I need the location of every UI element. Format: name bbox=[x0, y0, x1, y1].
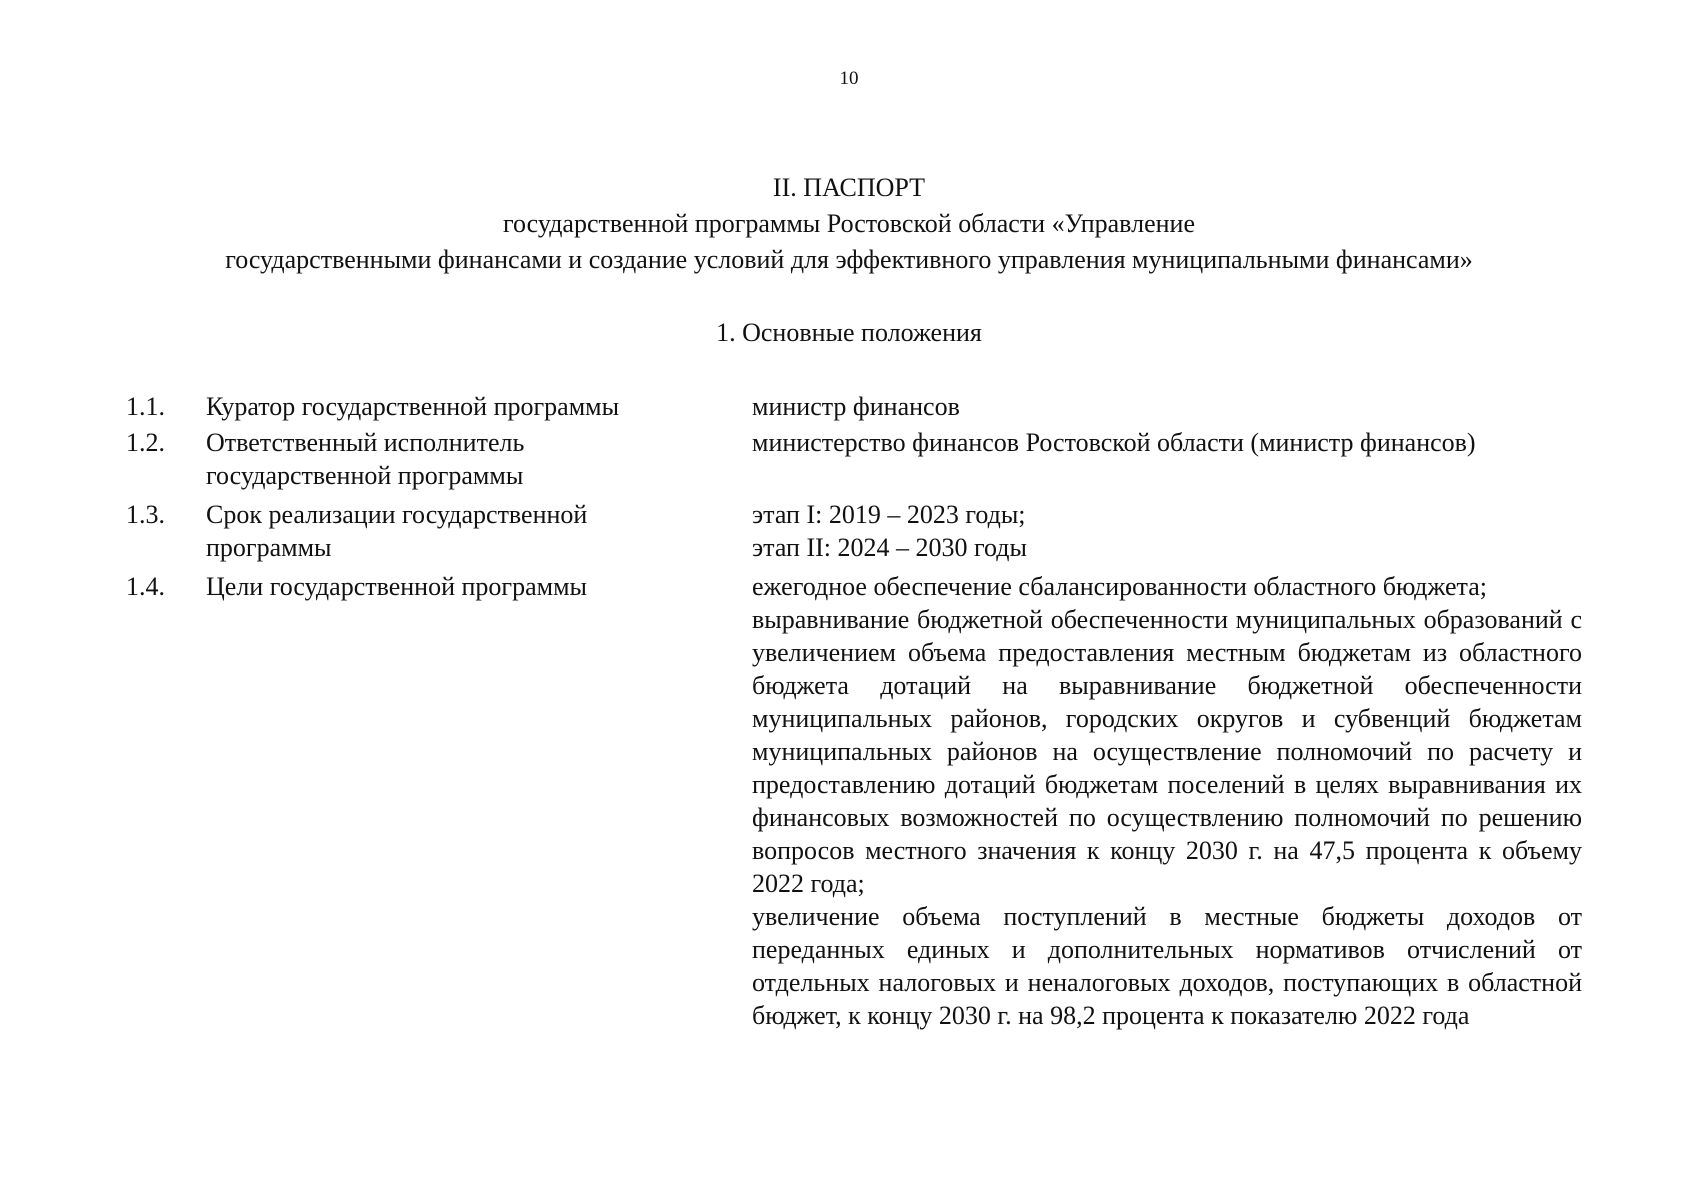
page-number: 10 bbox=[839, 68, 859, 89]
goal-item: увеличение объема поступлений в местные бюджеты доходов от переданных единых и дополнительных нормативов отчислений от отдельных налоговых и неналоговых доходов, поступающих в областной бюджет, к концу 2030 г. на 98,2 процента к показателю 2022 года bbox=[752, 902, 1582, 1030]
goal-item: ежегодное обеспечение сбалансированности областного бюджета; bbox=[752, 572, 1487, 601]
program-title-line-1: государственной программы Ростовской области «Управление bbox=[502, 209, 1195, 238]
row-value: министр финансов bbox=[752, 392, 960, 421]
row-label: Ответственный исполнитель государственной программы bbox=[206, 428, 525, 490]
row-label: Цели государственной программы bbox=[206, 572, 587, 601]
row-value: этап I: 2019 – 2023 годы; этап II: 2024 – 2030 годы bbox=[752, 500, 1027, 562]
subsection-title: 1. Основные положения bbox=[716, 318, 982, 347]
row-number: 1.1. bbox=[126, 392, 165, 421]
row-value: министерство финансов Ростовской области (министр финансов) bbox=[752, 428, 1476, 457]
row-number: 1.2. bbox=[126, 428, 165, 457]
goals-list bbox=[752, 570, 1582, 1032]
row-label: Куратор государственной программы bbox=[206, 392, 620, 421]
program-title-line-2: государственными финансами и создание условий для эффективного управления муниципальными финансами» bbox=[225, 245, 1473, 274]
section-title: II. ПАСПОРТ bbox=[772, 173, 926, 202]
goal-item: выравнивание бюджетной обеспеченности муниципальных образований с увеличением объема предоставления местным бюджетам из областного бюджета дотаций на выравнивание бюджетной обеспеченности муниципальных районов, городских округов и субвенций бюджетам муниципальных районов на осуществление полномочий по расчету и предоставлению дотаций бюджетам поселений в целях выравнивания их финансовых возможностей по осуществлению полномочий по решению вопросов местного значения к концу 2030 г. на 47,5 процента к объему 2022 года; bbox=[752, 605, 1582, 898]
row-number: 1.4. bbox=[126, 572, 165, 601]
row-label: Срок реализации государственной программы bbox=[206, 500, 588, 562]
row-number: 1.3. bbox=[126, 500, 165, 529]
